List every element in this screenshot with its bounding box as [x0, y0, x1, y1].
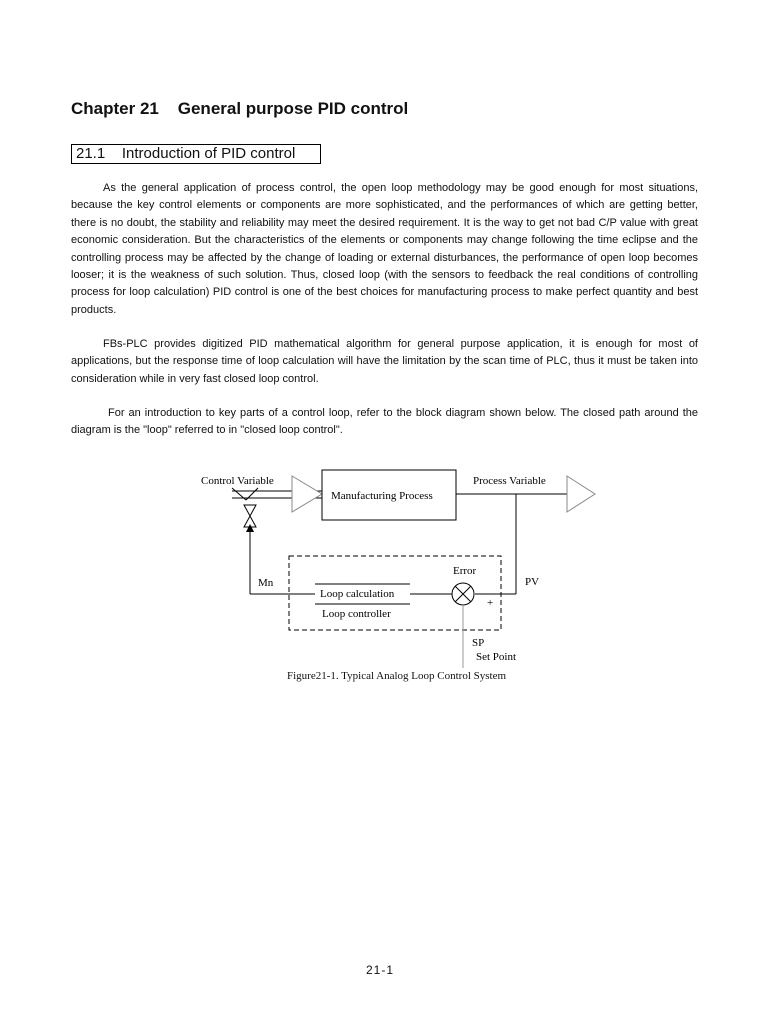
label-set-point: Set Point: [476, 651, 517, 663]
label-process-variable: Process Variable: [473, 475, 546, 487]
paragraph-fbs-plc: FBs-PLC provides digitized PID mathematical algorithm for general purpose application, it is enough for most of applications, but the response time of loop calculation will have the limitation by the scan time of PLC, thus it must be taken into consideration while in very fast closed loop control.: [71, 338, 698, 385]
section-title: 21.1 Introduction of PID control: [71, 144, 321, 164]
chapter-title: Chapter 21 General purpose PID control: [71, 99, 409, 118]
page-number: 21-1: [366, 963, 395, 977]
label-loop-controller: Loop controller: [322, 608, 391, 620]
valve-icon: [244, 505, 256, 527]
label-pv: PV: [525, 576, 540, 588]
label-sp: SP: [472, 637, 485, 649]
label-control-variable: Control Variable: [201, 475, 274, 487]
output-arrow-icon: [567, 476, 595, 512]
label-error: Error: [453, 565, 477, 577]
label-mn: Mn: [258, 577, 274, 589]
figure-caption: Figure21-1. Typical Analog Loop Control System: [287, 670, 507, 682]
label-manufacturing-process: Manufacturing Process: [331, 490, 433, 502]
label-loop-calculation: Loop calculation: [320, 588, 395, 600]
paragraph-intro: As the general application of process control, the open loop methodology may be good enough for most situations, because the key control elements or components are more sophisticated, and the performances of which are getting better, there is no doubt, the stability and reliability may meet the desired requirement. It is the way to get not bad C/P value with great economic consideration. But the characteristics of the elements or components may change following the time eclipse and the controlling process may be affected by the change of loading or external disturbances, the performance of open loop becomes looser; it is the weakness of such solution. Thus, closed loop (with the sensors to feedback the real conditions of controlling process for loop calculation) PID control is one of the best choices for manufacturing process to make perfect quantity and best products.: [71, 182, 698, 316]
paragraph-block-diagram: For an introduction to key parts of a control loop, refer to the block diagram shown below. The closed path around the diagram is the "loop" referred to in "closed loop control".: [71, 407, 698, 437]
input-arrow-icon: [292, 476, 322, 512]
label-plus: +: [487, 597, 494, 609]
